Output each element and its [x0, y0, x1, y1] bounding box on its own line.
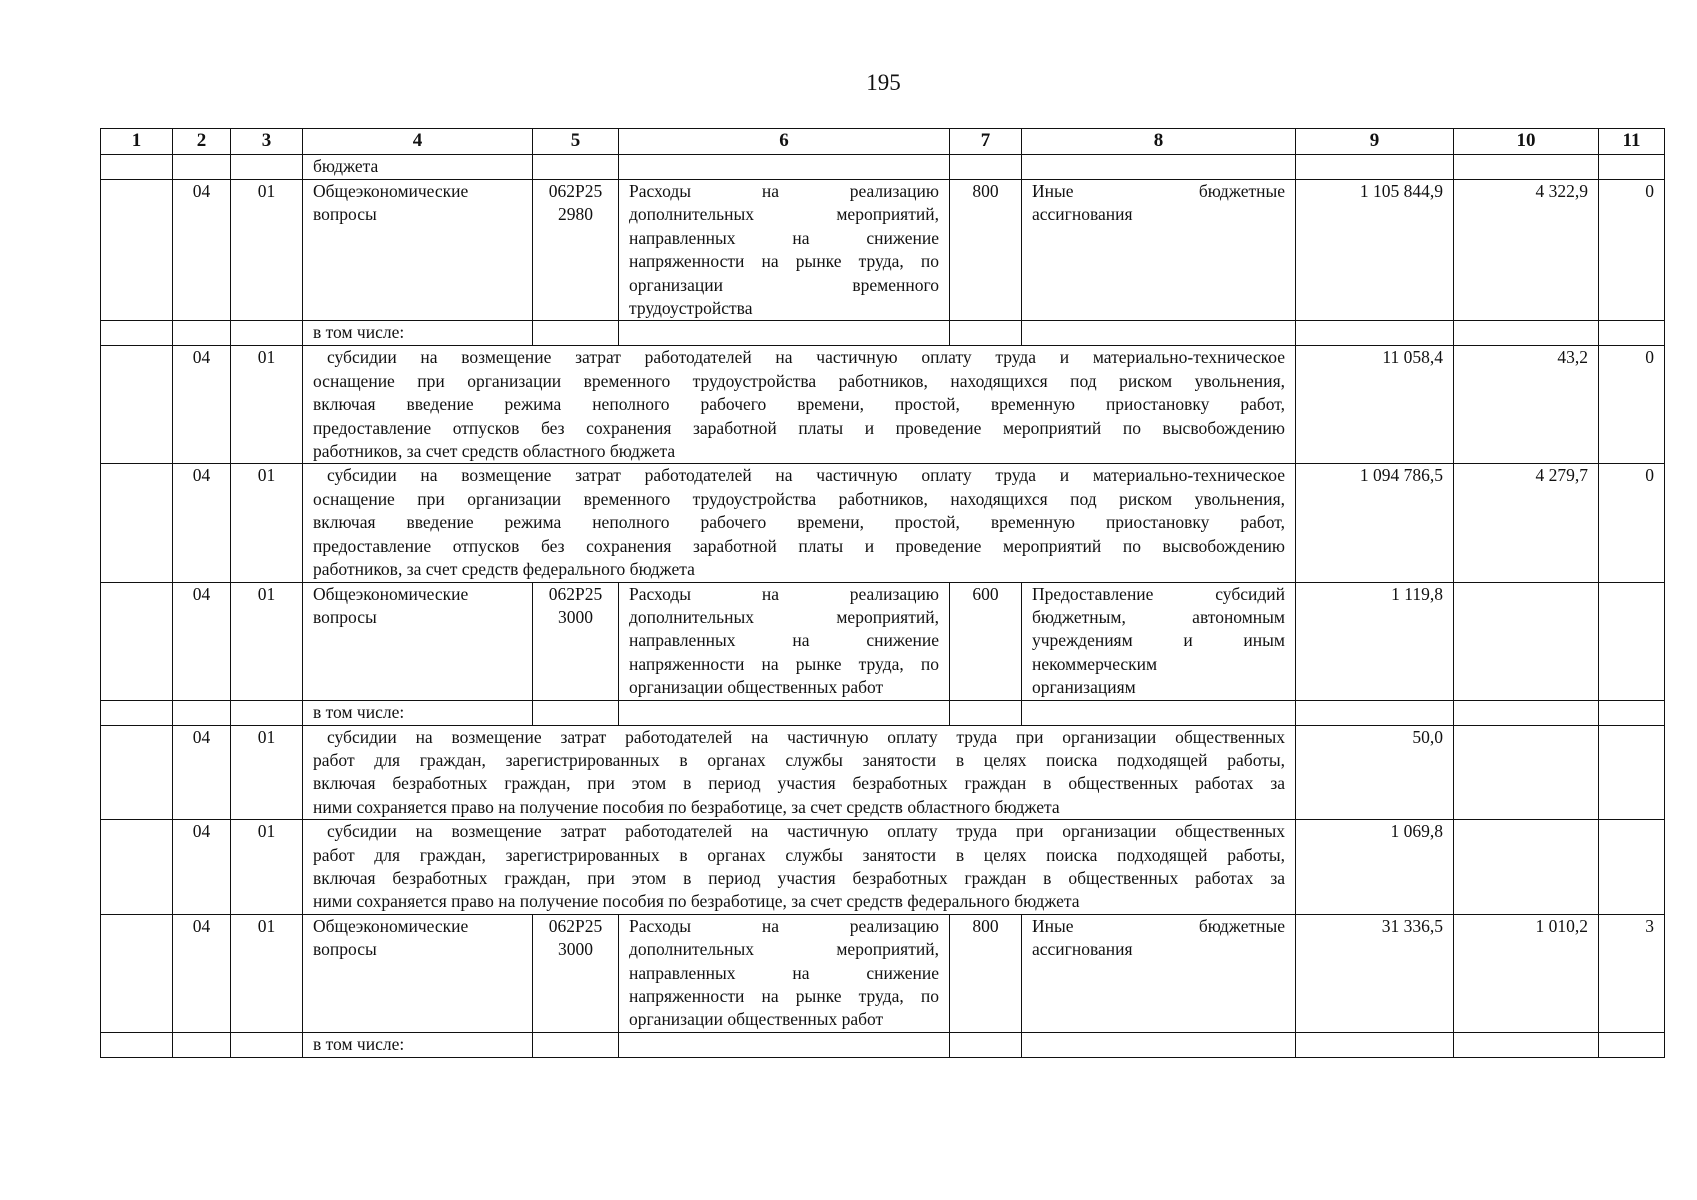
cell-target-code [533, 582, 619, 700]
cell-expense-name-line: Расходы на реализацию [629, 181, 939, 201]
column-header-2: 2 [173, 129, 231, 155]
cell-1 [101, 725, 173, 820]
cell-section-name-line: Общеэкономические [313, 181, 469, 201]
cell-amount-2 [1454, 582, 1599, 700]
table-row [101, 1032, 1665, 1057]
cell-section-name-line: Общеэкономические [313, 915, 469, 936]
cell-type-code: 800 [950, 180, 1022, 321]
cell-section: в том числе: [303, 1032, 533, 1057]
cell-expense-name-line: напряженности на рынке труда, по [629, 986, 939, 1006]
page-number: 195 [866, 70, 901, 95]
cell-section-name-line: Общеэкономические [313, 583, 469, 604]
header-row [101, 129, 1665, 155]
cell-2 [173, 155, 231, 180]
cell-1 [101, 180, 173, 321]
cell-10 [1454, 155, 1599, 180]
cell-amount-2: 1 010,2 [1454, 914, 1599, 1032]
cell-type-name-line: Предоставление субсидий [1032, 583, 1285, 604]
cell-11 [1599, 321, 1665, 346]
cell-1 [101, 346, 173, 464]
cell-type-name-line: ассигнования [1032, 204, 1133, 225]
cell-target-code-line: 062P25 [548, 915, 603, 936]
subsidy-text-line: субсидии на возмещение затрат работодателей на частичную оплату труда и материально-техническое [327, 465, 1285, 486]
cell-type-name-line: Иные бюджетные [1032, 181, 1285, 201]
table-row [101, 700, 1665, 725]
cell-section: в том числе: [303, 321, 533, 346]
cell-8 [1022, 155, 1296, 180]
table-row [101, 180, 1665, 321]
cell-amount-3: 3 [1599, 914, 1665, 1032]
cell-amount-2 [1454, 725, 1599, 820]
subsidy-text-line: включая введение режима неполного рабочего времени, простой, временную приостановку работ, [313, 394, 1285, 415]
table-row [101, 820, 1665, 915]
cell-10 [1454, 321, 1599, 346]
subsidy-text-line: предоставление отпусков без сохранения заработной платы и проведение мероприятий по высвобождению [313, 535, 1285, 556]
cell-amount: 1 119,8 [1296, 582, 1454, 700]
cell-section: в том числе: [303, 700, 533, 725]
cell-amount-3 [1599, 725, 1665, 820]
cell-9 [1296, 1032, 1454, 1057]
cell-8 [1022, 1032, 1296, 1057]
cell-11 [1599, 1032, 1665, 1057]
cell-8 [1022, 321, 1296, 346]
cell-type-name [1022, 582, 1296, 700]
subsidy-text-line: субсидии на возмещение затрат работодателей на частичную оплату труда и материально-техническое [327, 347, 1285, 368]
cell-6 [619, 321, 950, 346]
cell-amount: 1 094 786,5 [1296, 464, 1454, 582]
table-body [101, 155, 1665, 1058]
cell-subsidy-description [303, 346, 1296, 464]
cell-6 [619, 1032, 950, 1057]
cell-expense-name [619, 180, 950, 321]
cell-1 [101, 155, 173, 180]
subsidy-text-line: включая безработных граждан, при этом в период участия безработных граждан в общественных работах за [313, 867, 1285, 888]
cell-5 [533, 700, 619, 725]
cell-expense-name-line: напряженности на рынке труда, по [629, 653, 939, 674]
cell-11 [1599, 700, 1665, 725]
cell-expense-name [619, 914, 950, 1032]
cell-type-name-line: бюджетным, автономным [1032, 606, 1285, 627]
cell-subsidy-description [303, 820, 1296, 915]
cell-type-name-line: ассигнования [1032, 939, 1133, 960]
cell-7 [950, 155, 1022, 180]
cell-amount: 31 336,5 [1296, 914, 1454, 1032]
column-header-7: 7 [950, 129, 1022, 155]
cell-amount-3: 0 [1599, 464, 1665, 582]
cell-10 [1454, 700, 1599, 725]
cell-3 [231, 321, 303, 346]
cell-amount-3: 0 [1599, 180, 1665, 321]
cell-subsection-code: 01 [231, 180, 303, 321]
table-row [101, 582, 1665, 700]
subsidy-text-line: включая введение режима неполного рабочего времени, простой, временную приостановку работ, [313, 512, 1285, 533]
cell-subsection-code: 01 [231, 346, 303, 464]
column-header-3: 3 [231, 129, 303, 155]
column-header-1: 1 [101, 129, 173, 155]
cell-section-code: 04 [173, 820, 231, 915]
cell-section-code: 04 [173, 180, 231, 321]
cell-expense-name-line: трудоустройства [629, 298, 753, 319]
cell-target-code-line: 062P25 [548, 583, 603, 604]
cell-target-code-line: 2980 [558, 204, 593, 225]
cell-amount: 11 058,4 [1296, 346, 1454, 464]
cell-amount-3 [1599, 582, 1665, 700]
cell-subsidy-description [303, 464, 1296, 582]
cell-type-name-line: учреждениям и иным [1032, 630, 1285, 651]
column-header-5: 5 [533, 129, 619, 155]
cell-1 [101, 464, 173, 582]
cell-9 [1296, 700, 1454, 725]
cell-2 [173, 321, 231, 346]
subsidy-text-line: работ для граждан, зарегистрированных в органах службы занятости в целях поиска подходящей работы, [313, 844, 1285, 865]
cell-section-code: 04 [173, 582, 231, 700]
table-row [101, 914, 1665, 1032]
cell-expense-name-line: Расходы на реализацию [629, 915, 939, 936]
column-header-8: 8 [1022, 129, 1296, 155]
cell-7 [950, 321, 1022, 346]
cell-6 [619, 155, 950, 180]
cell-11 [1599, 155, 1665, 180]
cell-subsection-code: 01 [231, 582, 303, 700]
cell-5 [533, 1032, 619, 1057]
cell-expense-name-line: направленных на снижение [629, 630, 939, 651]
subsidy-text-line: ними сохраняется право на получение пособия по безработице, за счет средств федерального бюджета [313, 891, 1080, 912]
column-header-11: 11 [1599, 129, 1665, 155]
cell-target-code-line: 3000 [558, 606, 593, 627]
subsidy-text-line: предоставление отпусков без сохранения заработной платы и проведение мероприятий по высвобождению [313, 417, 1285, 438]
cell-section-name [303, 180, 533, 321]
cell-expense-name [619, 582, 950, 700]
cell-1 [101, 582, 173, 700]
table-row [101, 155, 1665, 180]
cell-expense-name-line: организации общественных работ [629, 1009, 884, 1030]
cell-expense-name-line: дополнительных мероприятий, [629, 606, 939, 627]
cell-expense-name-line: дополнительных мероприятий, [629, 204, 939, 225]
cell-target-code [533, 180, 619, 321]
cell-target-code-line: 3000 [558, 939, 593, 960]
cell-expense-name-line: дополнительных мероприятий, [629, 939, 939, 960]
table-row [101, 346, 1665, 464]
cell-7 [950, 700, 1022, 725]
subsidy-text-line: оснащение при организации временного трудоустройства работников, находящихся под риском увольнения, [313, 488, 1285, 509]
cell-amount-3: 0 [1599, 346, 1665, 464]
cell-target-code-line: 062P25 [548, 181, 603, 201]
cell-subsection-code: 01 [231, 820, 303, 915]
column-header-6: 6 [619, 129, 950, 155]
cell-3 [231, 700, 303, 725]
cell-section-code: 04 [173, 464, 231, 582]
cell-6 [619, 700, 950, 725]
cell-amount: 50,0 [1296, 725, 1454, 820]
subsidy-text-line: ними сохраняется право на получение пособия по безработице, за счет средств областного бюджета [313, 796, 1060, 817]
cell-amount: 1 069,8 [1296, 820, 1454, 915]
table-row [101, 725, 1665, 820]
cell-9 [1296, 155, 1454, 180]
cell-3 [231, 1032, 303, 1057]
cell-type-code: 800 [950, 914, 1022, 1032]
cell-subsidy-description [303, 725, 1296, 820]
cell-8 [1022, 700, 1296, 725]
cell-5 [533, 155, 619, 180]
cell-1 [101, 914, 173, 1032]
cell-3 [231, 155, 303, 180]
subsidy-text-line: работников, за счет средств областного бюджета [313, 441, 676, 462]
budget-table [100, 128, 1665, 1058]
cell-expense-name-line: направленных на снижение [629, 962, 939, 983]
cell-target-code [533, 914, 619, 1032]
cell-section-name [303, 582, 533, 700]
cell-section-name-line: вопросы [313, 939, 377, 960]
cell-section-code: 04 [173, 725, 231, 820]
cell-1 [101, 700, 173, 725]
cell-expense-name-line: организации временного [629, 274, 939, 295]
cell-subsection-code: 01 [231, 725, 303, 820]
cell-amount: 1 105 844,9 [1296, 180, 1454, 321]
cell-type-name-line: организациям [1032, 677, 1136, 698]
cell-section-name-line: вопросы [313, 204, 377, 225]
cell-expense-name-line: напряженности на рынке труда, по [629, 251, 939, 272]
cell-type-code: 600 [950, 582, 1022, 700]
cell-subsection-code: 01 [231, 914, 303, 1032]
cell-amount-2 [1454, 820, 1599, 915]
subsidy-text-line: субсидии на возмещение затрат работодателей на частичную оплату труда при организации общественных [327, 726, 1285, 747]
cell-7 [950, 1032, 1022, 1057]
subsidy-text-line: включая безработных граждан, при этом в период участия безработных граждан в общественных работах за [313, 773, 1285, 794]
cell-expense-name-line: Расходы на реализацию [629, 583, 939, 604]
table-row [101, 321, 1665, 346]
cell-section-code: 04 [173, 914, 231, 1032]
column-header-9: 9 [1296, 129, 1454, 155]
subsidy-text-line: работников, за счет средств федерального бюджета [313, 559, 695, 580]
cell-section-name-line: вопросы [313, 606, 377, 627]
cell-1 [101, 820, 173, 915]
cell-9 [1296, 321, 1454, 346]
cell-expense-name-line: организации общественных работ [629, 677, 884, 698]
cell-type-name-line: некоммерческим [1032, 653, 1158, 674]
cell-amount-2: 4 322,9 [1454, 180, 1599, 321]
cell-amount-2: 43,2 [1454, 346, 1599, 464]
cell-2 [173, 700, 231, 725]
cell-10 [1454, 1032, 1599, 1057]
cell-type-name [1022, 914, 1296, 1032]
cell-1 [101, 321, 173, 346]
table-row [101, 464, 1665, 582]
cell-section: бюджета [303, 155, 533, 180]
subsidy-text-line: оснащение при организации временного трудоустройства работников, находящихся под риском увольнения, [313, 370, 1285, 391]
cell-amount-3 [1599, 820, 1665, 915]
cell-1 [101, 1032, 173, 1057]
cell-expense-name-line: направленных на снижение [629, 227, 939, 248]
column-header-4: 4 [303, 129, 533, 155]
cell-section-name [303, 914, 533, 1032]
cell-amount-2: 4 279,7 [1454, 464, 1599, 582]
cell-type-name [1022, 180, 1296, 321]
cell-2 [173, 1032, 231, 1057]
cell-subsection-code: 01 [231, 464, 303, 582]
cell-5 [533, 321, 619, 346]
subsidy-text-line: субсидии на возмещение затрат работодателей на частичную оплату труда при организации общественных [327, 821, 1285, 842]
cell-type-name-line: Иные бюджетные [1032, 915, 1285, 936]
subsidy-text-line: работ для граждан, зарегистрированных в органах службы занятости в целях поиска подходящей работы, [313, 749, 1285, 770]
cell-section-code: 04 [173, 346, 231, 464]
column-header-10: 10 [1454, 129, 1599, 155]
